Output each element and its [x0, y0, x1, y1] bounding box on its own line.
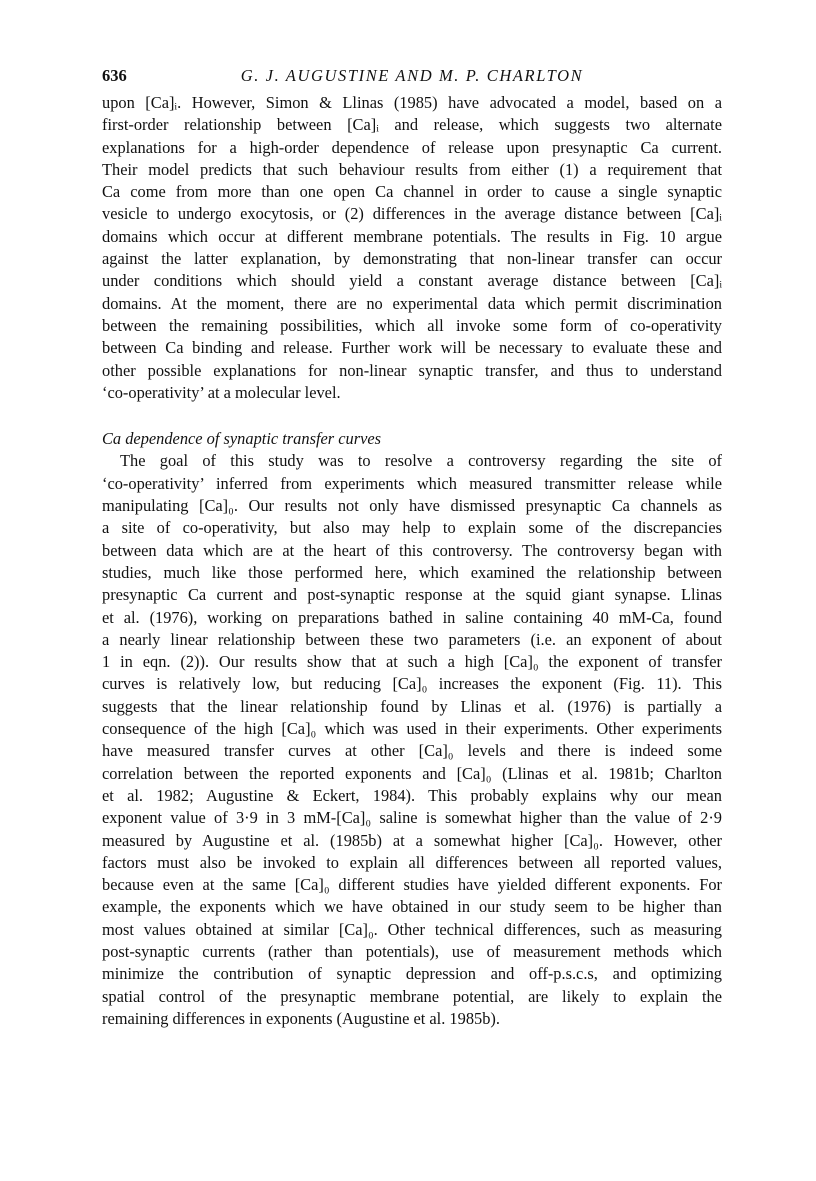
- text-line: manipulating [Ca]₀. Our results not only have dismissed presynaptic Ca channels as: [102, 496, 722, 516]
- running-head: G. J. AUGUSTINE AND M. P. CHARLTON: [240, 66, 584, 85]
- page-header: [102, 62, 722, 92]
- text-line: measured by Augustine et al. (1985b) at a somewhat higher [Ca]₀. However, other: [102, 830, 722, 850]
- text-line: 1 in eqn. (2)). Our results show that at such a high [Ca]₀ the exponent of transfer: [102, 652, 722, 672]
- text-line: between data which are at the heart of this controversy. The controversy began with: [102, 540, 722, 560]
- text-line: domains. At the moment, there are no experimental data which permit discrimination: [102, 293, 722, 313]
- text-line: most values obtained at similar [Ca]₀. Other technical differences, such as measuring: [102, 919, 722, 939]
- text-line: factors must also be invoked to explain all differences between all reported values,: [102, 852, 722, 872]
- text-line: ‘co-operativity’ at a molecular level.: [102, 382, 341, 402]
- text-line: other possible explanations for non-linear synaptic transfer, and thus to understand: [102, 360, 722, 380]
- text-line: spatial control of the presynaptic membrane potential, are likely to explain the: [102, 986, 722, 1006]
- text-line: post-synaptic currents (rather than potentials), use of measurement methods which: [102, 941, 722, 961]
- text-line: upon [Ca]ᵢ. However, Simon & Llinas (1985) have advocated a model, based on a: [102, 93, 722, 112]
- text-line: domains which occur at different membrane potentials. The results in Fig. 10 argue: [102, 226, 722, 246]
- text-line: first-order relationship between [Ca]ᵢ and release, which suggests two alternate: [102, 115, 722, 135]
- paragraph-ca-dependence: [102, 450, 722, 1030]
- text-line: et al. 1982; Augustine & Eckert, 1984). This probably explains why our mean: [102, 785, 722, 805]
- text-line: vesicle to undergo exocytosis, or (2) differences in the average distance between [Ca]ᵢ: [102, 204, 722, 224]
- text-line: exponent value of 3·9 in 3 mM-[Ca]₀ saline is somewhat higher than the value of 2·9: [102, 808, 722, 828]
- paragraph-cooperativity-models: [102, 92, 722, 404]
- text-line: because even at the same [Ca]₀ different studies have yielded different exponents. For: [102, 875, 722, 895]
- text-line: between the remaining possibilities, which all invoke some form of co-operativity: [102, 315, 722, 335]
- text-line: a site of co-operativity, but also may help to explain some of the discrepancies: [102, 518, 722, 538]
- text-line: consequence of the high [Ca]₀ which was used in their experiments. Other experiments: [102, 719, 722, 739]
- text-line: ‘co-operativity’ inferred from experiments which measured transmitter release while: [102, 473, 722, 493]
- text-line: against the latter explanation, by demonstrating that non-linear transfer can occur: [102, 249, 722, 269]
- text-line: under conditions which should yield a constant average distance between [Ca]ᵢ: [102, 271, 722, 291]
- text-line: The goal of this study was to resolve a controversy regarding the site of: [120, 451, 722, 471]
- text-line: curves is relatively low, but reducing [Ca]₀ increases the exponent (Fig. 11). This: [102, 674, 722, 694]
- text-line: example, the exponents which we have obtained in our study seem to be higher than: [102, 897, 722, 917]
- text-line: suggests that the linear relationship found by Llinas et al. (1976) is partially a: [102, 696, 722, 716]
- text-line: have measured transfer curves at other [Ca]₀ levels and there is indeed some: [102, 741, 722, 761]
- text-line: between Ca binding and release. Further work will be necessary to evaluate these and: [102, 338, 722, 358]
- journal-page: [102, 62, 722, 1030]
- text-line: a nearly linear relationship between these two parameters (i.e. an exponent of about: [102, 629, 722, 649]
- text-line: Their model predicts that such behaviour results from either (1) a requirement that: [102, 159, 722, 179]
- text-line: correlation between the reported exponents and [Ca]₀ (Llinas et al. 1981b; Charlton: [102, 763, 722, 783]
- page-number: 636: [102, 66, 127, 85]
- text-line: explanations for a high-order dependence of release upon presynaptic Ca current.: [102, 137, 722, 157]
- text-line: presynaptic Ca current and post-synaptic response at the squid giant synapse. Llinas: [102, 585, 722, 605]
- text-line: et al. (1976), working on preparations bathed in saline containing 40 mM-Ca, found: [102, 607, 722, 627]
- section-heading: Ca dependence of synaptic transfer curves: [102, 429, 382, 449]
- text-line: minimize the contribution of synaptic depression and off-p.s.c.s, and optimizing: [102, 964, 722, 984]
- text-line: Ca come from more than one open Ca channel in order to cause a single synaptic: [102, 182, 722, 202]
- text-line: remaining differences in exponents (Augustine et al. 1985b).: [102, 1008, 500, 1028]
- text-line: studies, much like those performed here, which examined the relationship between: [102, 562, 722, 582]
